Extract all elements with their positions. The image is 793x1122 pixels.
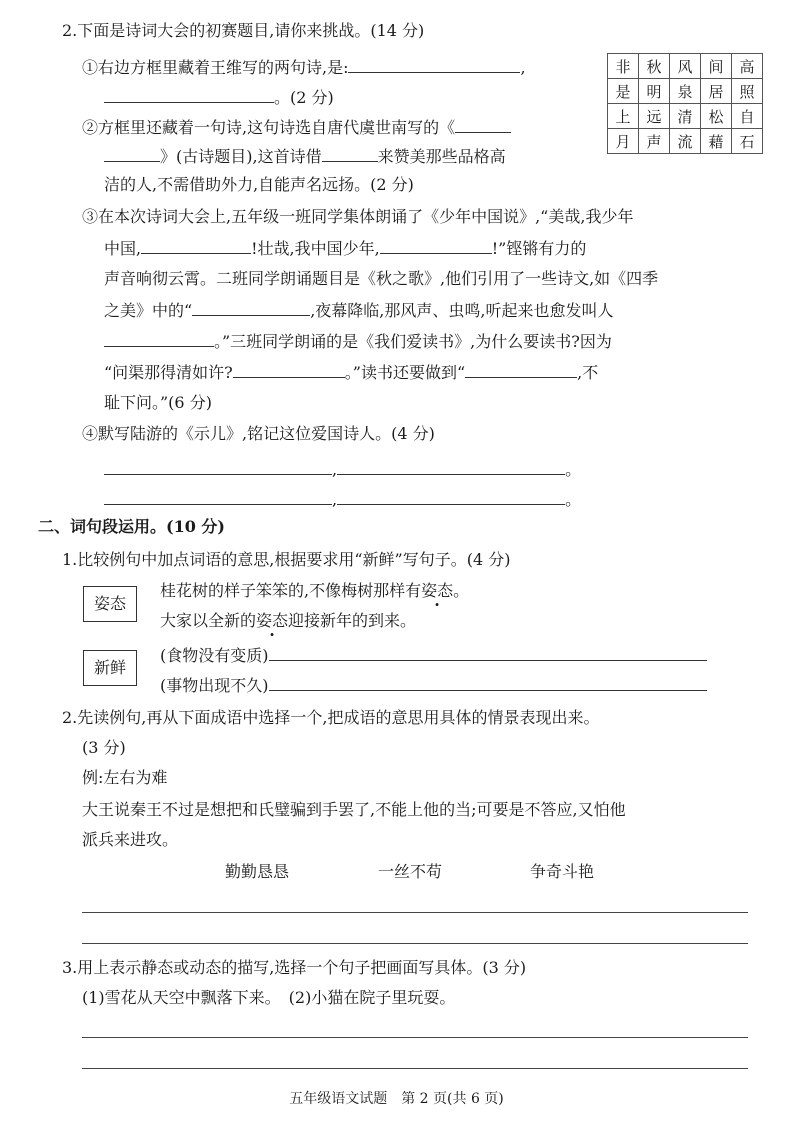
punct: , xyxy=(520,58,526,77)
answer-blank[interactable] xyxy=(337,488,565,505)
answer-blank[interactable] xyxy=(104,145,160,162)
sec2-q2-score: (3 分) xyxy=(82,738,126,757)
answer-line[interactable] xyxy=(82,1068,748,1069)
grid-cell: 石 xyxy=(732,129,763,154)
sec2-q1-title: 1.比较例句中加点词语的意思,根据要求用“新鲜”写句子。(4 分) xyxy=(62,550,511,569)
text: 。”读书还要做到“ xyxy=(344,363,466,382)
page-footer: 五年级语文试题 第 2 页(共 6 页) xyxy=(289,1091,504,1107)
text: 来赞美那些品格高 xyxy=(377,147,506,166)
word-box-xinxian: 新鲜 xyxy=(83,650,137,686)
prompt-1 xyxy=(160,644,707,667)
answer-blank[interactable] xyxy=(141,237,251,254)
q2-sub2-cont xyxy=(104,145,506,168)
grid-cell: 松 xyxy=(701,104,732,129)
answer-blank[interactable] xyxy=(269,674,707,691)
q2-title: 2.下面是诗词大会的初赛题目,请你来挑战。(14 分) xyxy=(62,21,425,40)
text: ,不 xyxy=(577,363,599,382)
grid-cell: 秋 xyxy=(639,54,670,79)
grid-cell: 流 xyxy=(670,129,701,154)
sec2-q3-options: (1)雪花从天空中飘落下来。 (2)小猫在院子里玩耍。 xyxy=(82,988,456,1007)
text: 中国, xyxy=(104,239,142,258)
q2-sub1 xyxy=(82,56,526,79)
example-1 xyxy=(160,580,469,602)
grid-cell: 自 xyxy=(732,104,763,129)
grid-row xyxy=(608,79,763,104)
q2-sub1-score: 。(2 分) xyxy=(274,88,334,107)
idiom-option: 勤勤恳恳 xyxy=(225,862,290,881)
word-box-zitai: 姿态 xyxy=(83,586,137,622)
grid-cell: 高 xyxy=(732,54,763,79)
text: 。 xyxy=(453,581,470,600)
q2-sub3-line4 xyxy=(104,299,613,322)
grid-row xyxy=(608,54,763,79)
text: 之美》中的“ xyxy=(104,301,193,320)
answer-line[interactable] xyxy=(82,1037,748,1038)
text: (事物出现不久) xyxy=(160,676,269,695)
answer-blank[interactable] xyxy=(104,458,332,475)
answer-blank[interactable] xyxy=(348,56,520,73)
grid-cell: 间 xyxy=(701,54,732,79)
text: (食物没有变质) xyxy=(160,646,269,665)
grid-cell: 照 xyxy=(732,79,763,104)
answer-blank[interactable] xyxy=(269,644,707,661)
idiom-option: 争奇斗艳 xyxy=(530,862,595,881)
example-text: 大王说秦王不过是想把和氏璧骗到手罢了,不能上他的当;可要是不答应,又怕他 xyxy=(82,800,626,819)
grid-row xyxy=(608,129,763,154)
text: !”铿锵有力的 xyxy=(491,239,587,258)
q2-sub3-line5 xyxy=(104,330,612,353)
answer-blank[interactable] xyxy=(380,237,492,254)
punct: 。 xyxy=(565,460,582,479)
hidden-poem-grid xyxy=(607,53,763,154)
grid-cell: 非 xyxy=(608,54,639,79)
example-text-cont: 派兵来进攻。 xyxy=(82,830,179,849)
poem-line-2 xyxy=(104,488,581,511)
answer-blank[interactable] xyxy=(465,361,577,378)
answer-blank[interactable] xyxy=(104,330,214,347)
example-2 xyxy=(160,610,416,632)
text: 桂花树的样子笨笨的,不像梅树那样有 xyxy=(160,581,422,600)
q2-sub3-end: 耻下问。”(6 分) xyxy=(104,393,212,412)
punct: 。 xyxy=(565,490,582,509)
answer-blank[interactable] xyxy=(455,116,511,133)
punct: , xyxy=(332,490,338,509)
example-idiom: 例:左右为难 xyxy=(82,768,168,787)
grid-cell: 风 xyxy=(670,54,701,79)
dotted-word: 姿态 xyxy=(421,581,454,600)
text: 。”三班同学朗诵的是《我们爱读书》,为什么要读书?因为 xyxy=(214,332,612,351)
grid-cell: 明 xyxy=(639,79,670,104)
answer-blank[interactable] xyxy=(233,361,345,378)
dotted-word: 姿态 xyxy=(256,611,289,630)
answer-blank[interactable] xyxy=(192,299,310,316)
grid-cell: 是 xyxy=(608,79,639,104)
grid-cell: 居 xyxy=(701,79,732,104)
q2-sub3-line6 xyxy=(104,361,598,384)
prompt-2 xyxy=(160,674,707,697)
grid-cell: 上 xyxy=(608,104,639,129)
punct: , xyxy=(332,460,338,479)
q2-sub1-cont xyxy=(104,86,334,109)
grid-cell: 藉 xyxy=(701,129,732,154)
text: “问渠那得清如许? xyxy=(104,363,233,382)
answer-blank[interactable] xyxy=(104,488,332,505)
q2-sub3: ③在本次诗词大会上,五年级一班同学集体朗诵了《少年中国说》,“美哉,我少年 xyxy=(82,207,634,226)
q2-sub1-text: ①右边方框里藏着王维写的两句诗,是: xyxy=(82,58,349,77)
sec2-q3-title: 3.用上表示静态或动态的描写,选择一个句子把画面写具体。(3 分) xyxy=(62,958,527,977)
grid-cell: 声 xyxy=(639,129,670,154)
grid-cell: 泉 xyxy=(670,79,701,104)
grid-cell: 远 xyxy=(639,104,670,129)
poem-line-1 xyxy=(104,458,581,481)
q2-sub3-line2 xyxy=(104,237,586,260)
grid-cell: 清 xyxy=(670,104,701,129)
q2-sub4: ④默写陆游的《示儿》,铭记这位爱国诗人。(4 分) xyxy=(82,424,435,443)
q2-sub3-line3: 声音响彻云霄。二班同学朗诵题目是《秋之歌》,他们引用了一些诗文,如《四季 xyxy=(104,269,659,288)
text: ,夜幕降临,那风声、虫鸣,听起来也愈发叫人 xyxy=(310,301,614,320)
idiom-option: 一丝不苟 xyxy=(378,862,443,881)
q2-sub2-text: ②方框里还藏着一句诗,这句诗选自唐代虞世南写的《 xyxy=(82,118,456,137)
text: !壮哉,我中国少年, xyxy=(251,239,380,258)
q2-sub2-end: 洁的人,不需借助外力,自能声名远扬。(2 分) xyxy=(104,175,414,194)
q2-sub2 xyxy=(82,116,511,139)
grid-row xyxy=(608,104,763,129)
answer-line[interactable] xyxy=(82,943,748,944)
answer-blank[interactable] xyxy=(337,458,565,475)
answer-blank[interactable] xyxy=(322,145,378,162)
answer-line[interactable] xyxy=(82,912,748,913)
text: 大家以全新的 xyxy=(160,611,257,630)
sec2-q2-title: 2.先读例句,再从下面成语中选择一个,把成语的意思用具体的情景表现出来。 xyxy=(62,708,600,727)
text: 迎接新年的到来。 xyxy=(288,611,417,630)
answer-blank[interactable] xyxy=(104,86,274,103)
section-2-title: 二、词句段运用。(10 分) xyxy=(38,517,225,536)
grid-cell: 月 xyxy=(608,129,639,154)
text: 》(古诗题目),这首诗借 xyxy=(160,147,322,166)
